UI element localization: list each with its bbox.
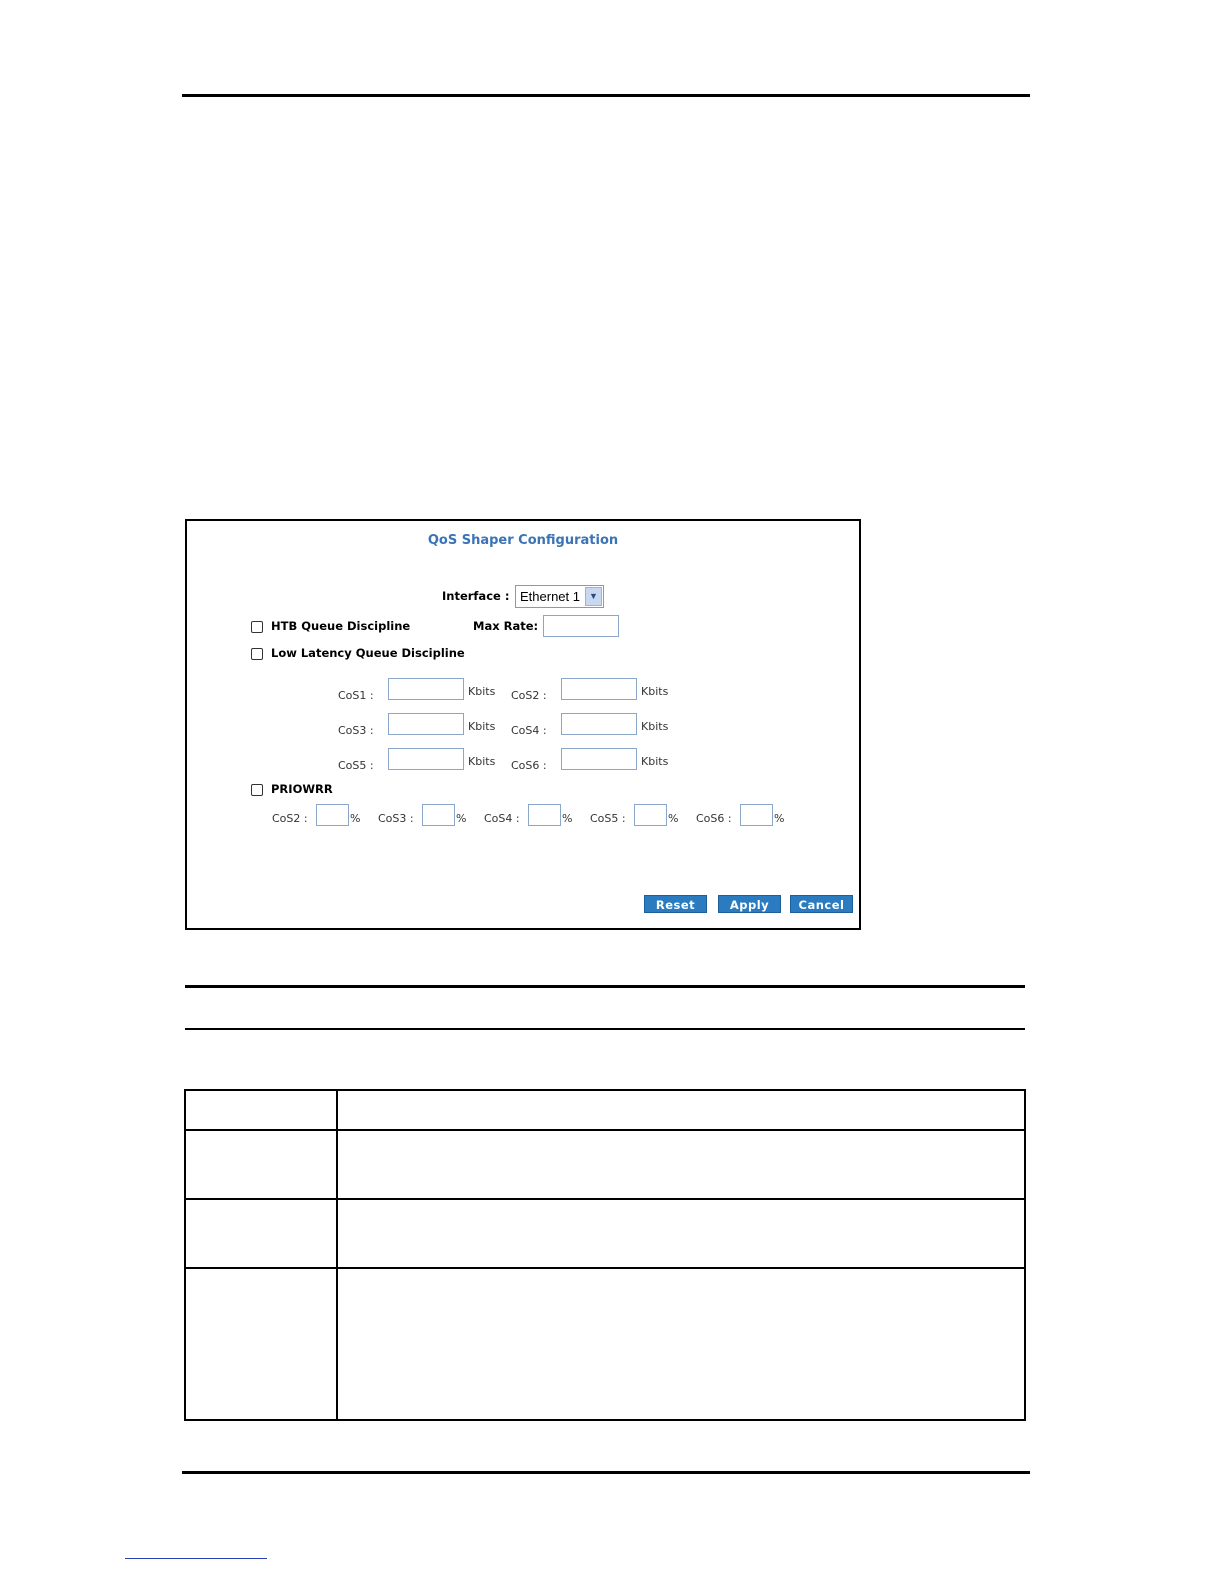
cos6-label: CoS6 : — [511, 759, 547, 772]
wrr-cos2-label: CoS2 : — [272, 812, 308, 825]
llq-label: Low Latency Queue Discipline — [271, 646, 465, 660]
priowrr-label: PRIOWRR — [271, 782, 333, 796]
table-row — [185, 1130, 1025, 1199]
wrr-cos2-input[interactable] — [316, 804, 349, 826]
cos5-label: CoS5 : — [338, 759, 374, 772]
footer-link-underline[interactable] — [125, 1558, 267, 1559]
cos3-unit: Kbits — [468, 720, 496, 733]
table-cell — [337, 1090, 1025, 1130]
wrr-cos3-unit: % — [456, 812, 467, 825]
cos4-input[interactable] — [561, 713, 637, 735]
table-row — [185, 1268, 1025, 1420]
table-cell — [185, 1090, 337, 1130]
cos3-input[interactable] — [388, 713, 464, 735]
wrr-cos5-input[interactable] — [634, 804, 667, 826]
description-table — [184, 1089, 1026, 1421]
wrr-cos2-unit: % — [350, 812, 361, 825]
top-rule — [182, 94, 1030, 97]
cos1-unit: Kbits — [468, 685, 496, 698]
wrr-cos5-label: CoS5 : — [590, 812, 626, 825]
cos1-input[interactable] — [388, 678, 464, 700]
section-rule-bottom — [185, 1028, 1025, 1030]
cancel-button[interactable]: Cancel — [790, 895, 853, 913]
table-cell — [185, 1199, 337, 1268]
interface-label: Interface : — [442, 589, 510, 603]
chevron-down-icon[interactable]: ▼ — [585, 587, 602, 606]
max-rate-input[interactable] — [543, 615, 619, 637]
cos2-unit: Kbits — [641, 685, 669, 698]
table-row — [185, 1199, 1025, 1268]
interface-select-value: Ethernet 1 — [520, 589, 580, 604]
table-cell — [337, 1199, 1025, 1268]
llq-checkbox[interactable] — [251, 648, 263, 660]
table-cell — [337, 1130, 1025, 1199]
table-row — [185, 1090, 1025, 1130]
section-rule-top — [185, 985, 1025, 988]
cos6-input[interactable] — [561, 748, 637, 770]
cos5-unit: Kbits — [468, 755, 496, 768]
wrr-cos4-label: CoS4 : — [484, 812, 520, 825]
max-rate-label: Max Rate: — [473, 619, 539, 633]
cos5-input[interactable] — [388, 748, 464, 770]
wrr-cos3-label: CoS3 : — [378, 812, 414, 825]
wrr-cos6-unit: % — [774, 812, 785, 825]
wrr-cos4-input[interactable] — [528, 804, 561, 826]
footer-rule — [182, 1471, 1030, 1474]
htb-label: HTB Queue Discipline — [271, 619, 411, 633]
wrr-cos4-unit: % — [562, 812, 573, 825]
apply-button[interactable]: Apply — [718, 895, 781, 913]
reset-button[interactable]: Reset — [644, 895, 707, 913]
cos6-unit: Kbits — [641, 755, 669, 768]
wrr-cos5-unit: % — [668, 812, 679, 825]
priowrr-checkbox[interactable] — [251, 784, 263, 796]
table-cell — [185, 1130, 337, 1199]
wrr-cos6-input[interactable] — [740, 804, 773, 826]
cos4-label: CoS4 : — [511, 724, 547, 737]
qos-shaper-panel — [185, 519, 861, 930]
table-cell — [185, 1268, 337, 1420]
cos2-label: CoS2 : — [511, 689, 547, 702]
panel-title: QoS Shaper Configuration — [427, 533, 619, 548]
cos2-input[interactable] — [561, 678, 637, 700]
htb-checkbox[interactable] — [251, 621, 263, 633]
cos3-label: CoS3 : — [338, 724, 374, 737]
interface-select[interactable] — [515, 585, 604, 608]
cos4-unit: Kbits — [641, 720, 669, 733]
wrr-cos3-input[interactable] — [422, 804, 455, 826]
table-cell — [337, 1268, 1025, 1420]
cos1-label: CoS1 : — [338, 689, 374, 702]
wrr-cos6-label: CoS6 : — [696, 812, 732, 825]
